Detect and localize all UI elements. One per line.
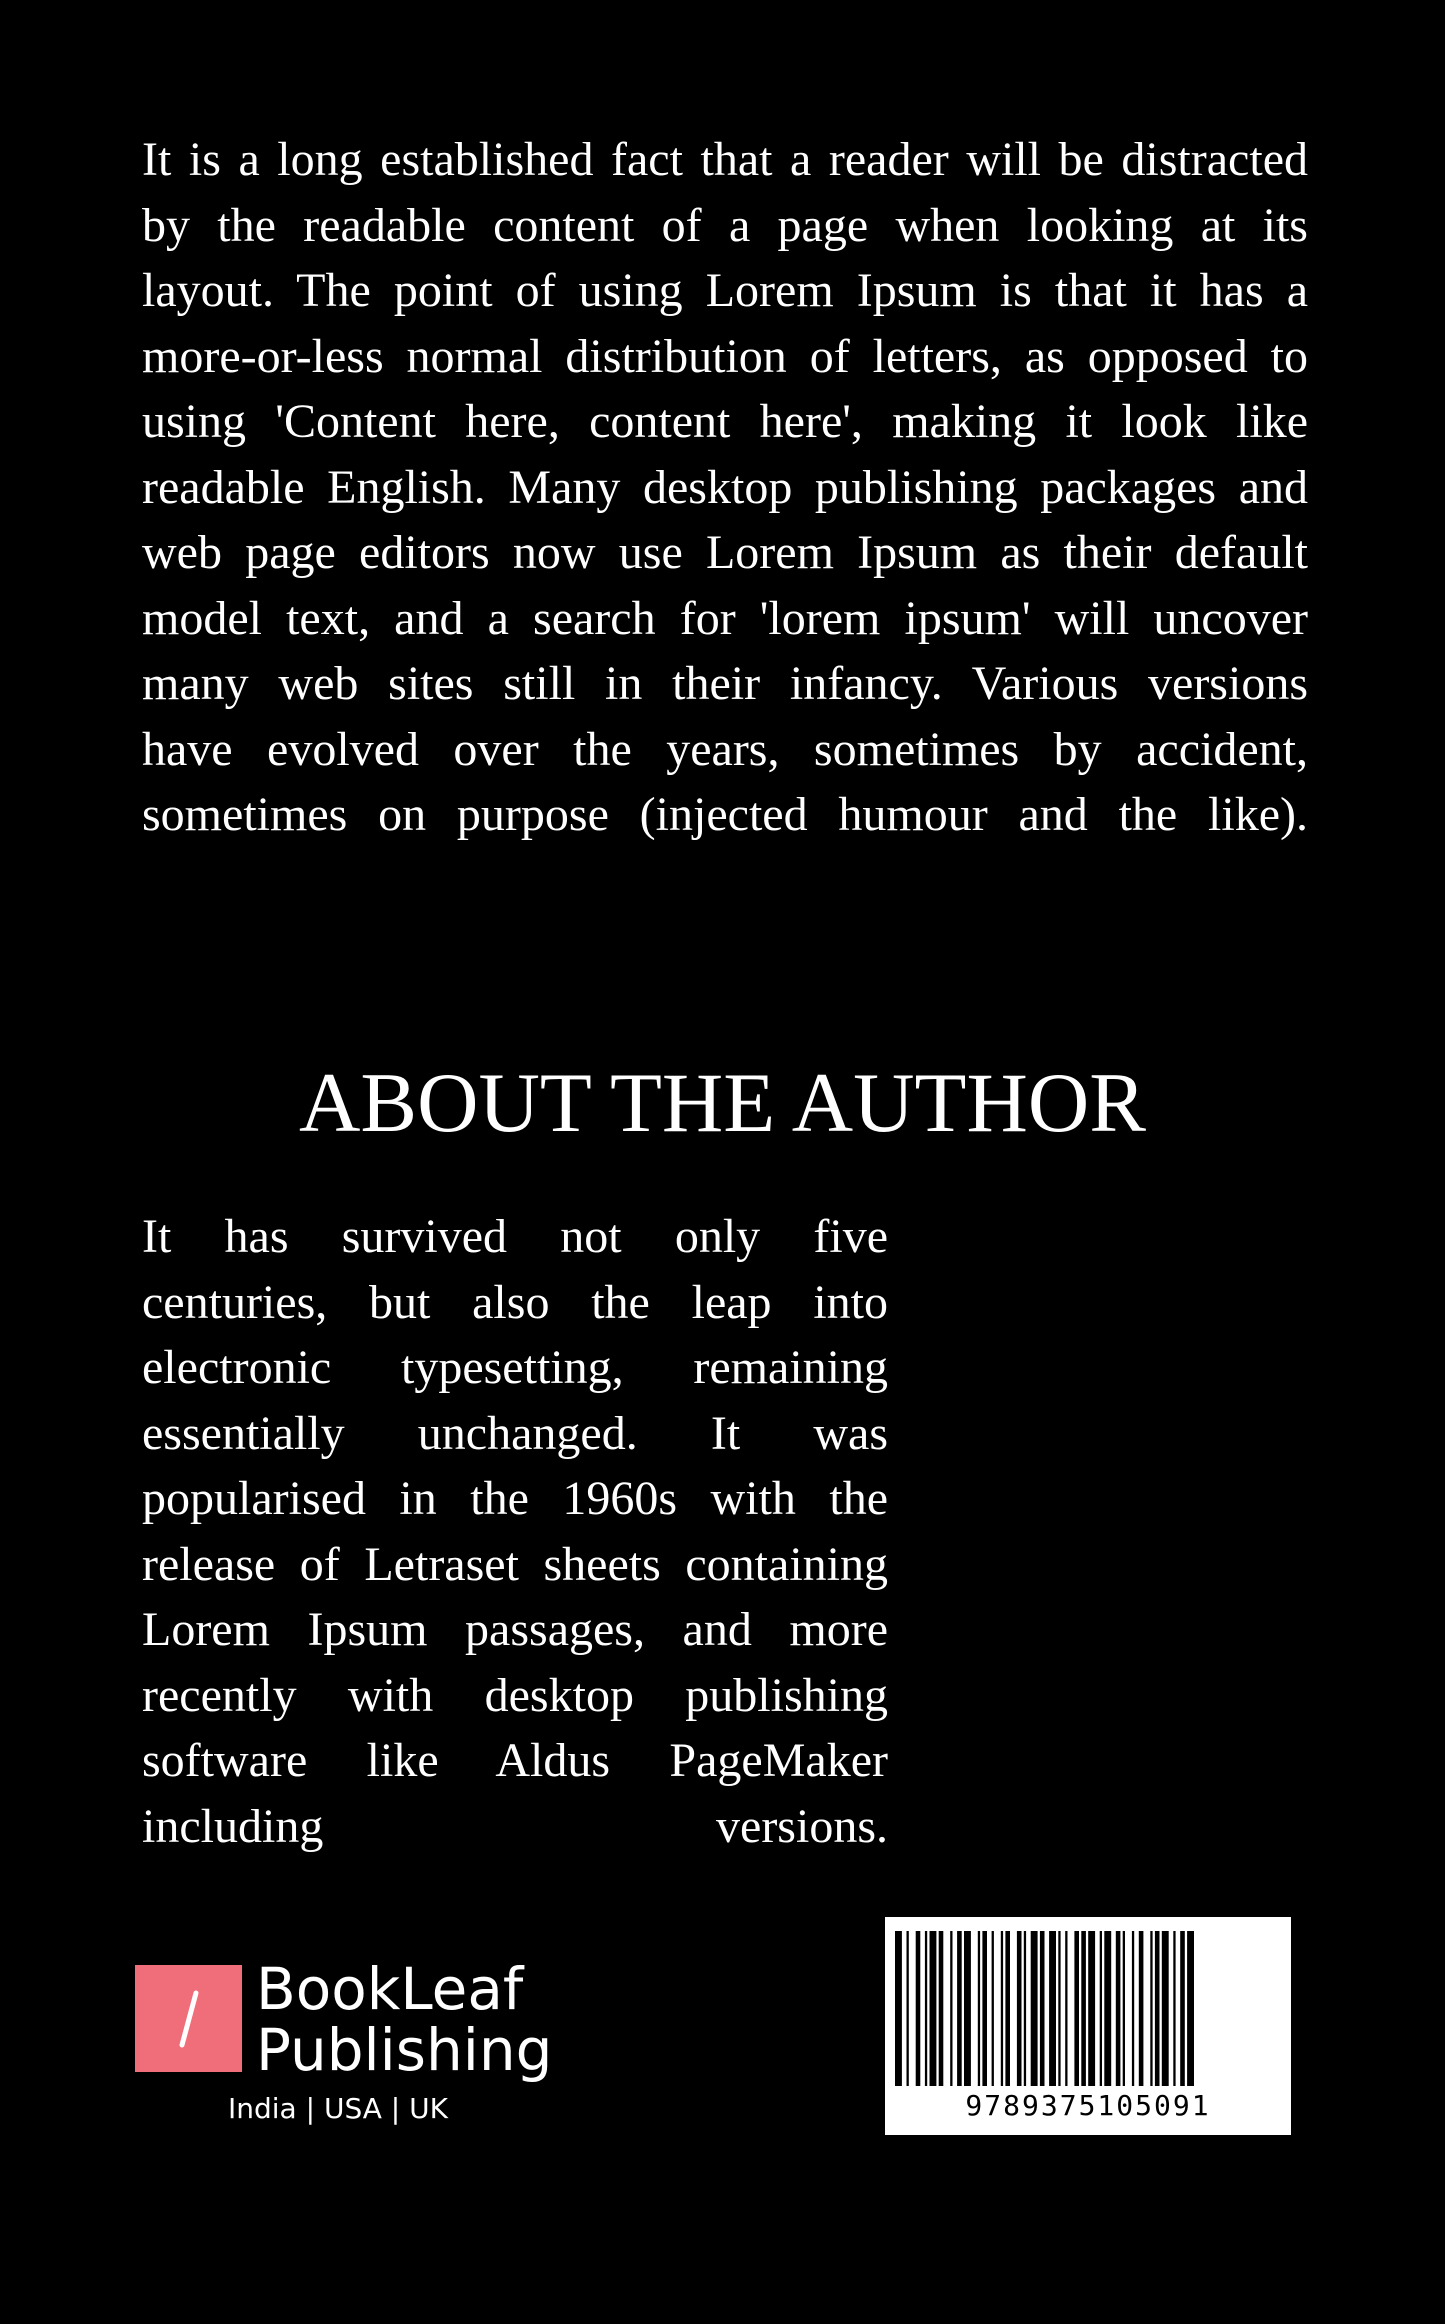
barcode-bar (1116, 1931, 1121, 2086)
barcode-bar (939, 1931, 944, 2086)
author-bio-line: electronic typesetting, remaining (142, 1341, 888, 1394)
barcode-bar (930, 1931, 937, 2086)
barcode-bar (1132, 1931, 1134, 2086)
barcode-bar (1187, 1931, 1194, 2086)
barcode-bars-graphic (895, 1931, 1281, 2086)
barcode-bar (1104, 1931, 1111, 2086)
author-bio-line: software like Aldus PageMaker (142, 1734, 888, 1787)
barcode-bar (1024, 1931, 1026, 2086)
blurb-line: readable English. Many desktop publishing packages and (142, 460, 1308, 514)
isbn-barcode (885, 1917, 1291, 2135)
blurb-line: by the readable content of a page when looking at its (142, 198, 1308, 252)
barcode-bar (1065, 1931, 1067, 2086)
about-author-heading: ABOUT THE AUTHOR (299, 1056, 1146, 1150)
barcode-bar (982, 1931, 987, 2086)
blurb-line: It is a long established fact that a reader will be distracted (142, 133, 1308, 186)
barcode-bar (1139, 1931, 1144, 2086)
blurb-line: many web sites still in their infancy. Various versions (142, 657, 1308, 710)
barcode-bar (1058, 1931, 1060, 2086)
barcode-bar (964, 1931, 971, 2086)
barcode-bar (1150, 1931, 1152, 2086)
author-bio-line: release of Letraset sheets containing (142, 1537, 888, 1591)
barcode-bar (1005, 1931, 1010, 2086)
barcode-bar (1081, 1931, 1086, 2086)
barcode-bar (1040, 1931, 1045, 2086)
blurb-line: sometimes on purpose (injected humour and the like). (142, 788, 1308, 841)
barcode-bar (925, 1931, 927, 2086)
barcode-bar (1049, 1931, 1056, 2086)
author-bio-line: recently with desktop publishing (142, 1668, 888, 1722)
publisher-name-line2: Publishing (256, 2016, 553, 2084)
barcode-bar (1001, 1931, 1003, 2086)
blurb-line: model text, and a search for 'lorem ipsum' will uncover (142, 591, 1308, 645)
author-bio-line: centuries, but also the leap into (142, 1275, 888, 1329)
barcode-bar (907, 1931, 909, 2086)
author-bio-line: Lorem Ipsum passages, and more (142, 1603, 888, 1656)
barcode-bar (1162, 1931, 1169, 2086)
blurb-line: have evolved over the years, sometimes by accident, (142, 722, 1308, 776)
barcode-bar (1173, 1931, 1175, 2086)
author-bio-line: It has survived not only five (142, 1210, 888, 1263)
blurb-line: using 'Content here, content here', making it look like (142, 395, 1308, 448)
barcode-bar (895, 1931, 902, 2086)
barcode-bar (978, 1931, 980, 2086)
barcode-bar (957, 1931, 962, 2086)
barcode-bar (992, 1931, 994, 2086)
barcode-bar (1100, 1931, 1102, 2086)
barcode-bar (1031, 1931, 1038, 2086)
author-bio-line: including versions. (142, 1799, 888, 1853)
publisher-name-line1: BookLeaf (256, 1955, 524, 2023)
barcode-bar (1180, 1931, 1185, 2086)
author-bio-line: essentially unchanged. It was (142, 1406, 888, 1460)
isbn-number: 9789375105091 (965, 2089, 1211, 2122)
barcode-bar (1074, 1931, 1079, 2086)
barcode-bar (916, 1931, 921, 2086)
author-bio-line: popularised in the 1960s with the (142, 1472, 888, 1525)
barcode-bar (1123, 1931, 1125, 2086)
slash-icon (135, 1965, 242, 2072)
barcode-bar (1088, 1931, 1095, 2086)
publisher-logo-mark (135, 1965, 242, 2072)
blurb-line: web page editors now use Lorem Ipsum as their default (142, 526, 1308, 579)
blurb-line: more-or-less normal distribution of letters, as opposed to (142, 329, 1308, 383)
blurb-line: layout. The point of using Lorem Ipsum is that it has a (142, 264, 1308, 317)
barcode-bar (1155, 1931, 1160, 2086)
barcode-bar (950, 1931, 952, 2086)
publisher-regions: India | USA | UK (228, 2092, 448, 2125)
barcode-bar (1017, 1931, 1022, 2086)
